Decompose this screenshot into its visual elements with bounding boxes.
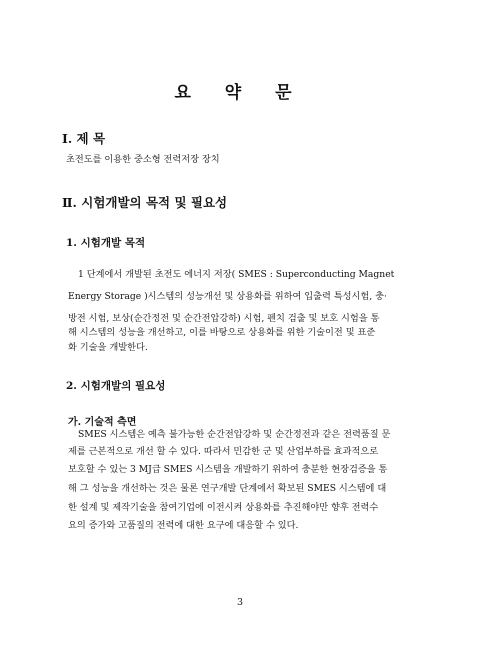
- subsection-1-heading: 1. 시험개발 목적: [66, 237, 146, 249]
- purpose-line: 1 단계에서 개발된 초전도 에너지 저장( SMES : Superconducting Magnet: [78, 269, 395, 280]
- purpose-line: Energy Storage )시스템의 성능개선 및 상용화를 위하여 입출력 특성시험, 충·: [68, 291, 387, 302]
- necessity-line: 해 그 성능을 개선하는 것은 물론 연구개발 단계에서 확보된 SMES 시스템에 대: [68, 483, 387, 494]
- technical-aspect-heading: 가. 기술적 측면: [68, 417, 137, 428]
- necessity-line: 요의 증가와 고품질의 전력에 대한 요구에 대응할 수 있다.: [68, 520, 299, 531]
- purpose-line: 방전 시험, 보상(순간정전 및 순간전압강하) 시험, 펜치 검출 및 보호 시험을 통: [68, 313, 380, 324]
- page-number: 3: [236, 597, 244, 608]
- necessity-line: 보호할 수 있는 3 MJ급 SMES 시스템을 개발하기 위하여 충분한 현장검증을 통: [68, 464, 388, 475]
- page-title: 요 약 문: [174, 83, 306, 103]
- purpose-line: 해 시스템의 성능을 개선하고, 이를 바탕으로 상용화를 위한 기술이전 및 표준: [68, 327, 376, 338]
- purpose-line: 화 기술을 개발한다.: [68, 342, 148, 353]
- necessity-line: 제를 근본적으로 개선 할 수 있다. 따라서 민감한 군 및 산업부하를 효과적으로: [68, 446, 379, 457]
- section-1-heading: Ⅰ. 제 목: [62, 131, 106, 146]
- section-1-text: 초전도를 이용한 중소형 전력저장 장치: [66, 154, 220, 165]
- section-2-heading: Ⅱ. 시험개발의 목적 및 필요성: [62, 195, 228, 210]
- necessity-line: SMES 시스템은 예측 불가능한 순간전압강하 및 순간정전과 같은 전력품질 문: [78, 429, 391, 440]
- subsection-2-heading: 2. 시험개발의 필요성: [66, 380, 166, 392]
- necessity-line: 한 설계 및 제작기술을 참여기업에 이전시켜 상용화를 추진해야만 향후 전력수: [68, 502, 379, 513]
